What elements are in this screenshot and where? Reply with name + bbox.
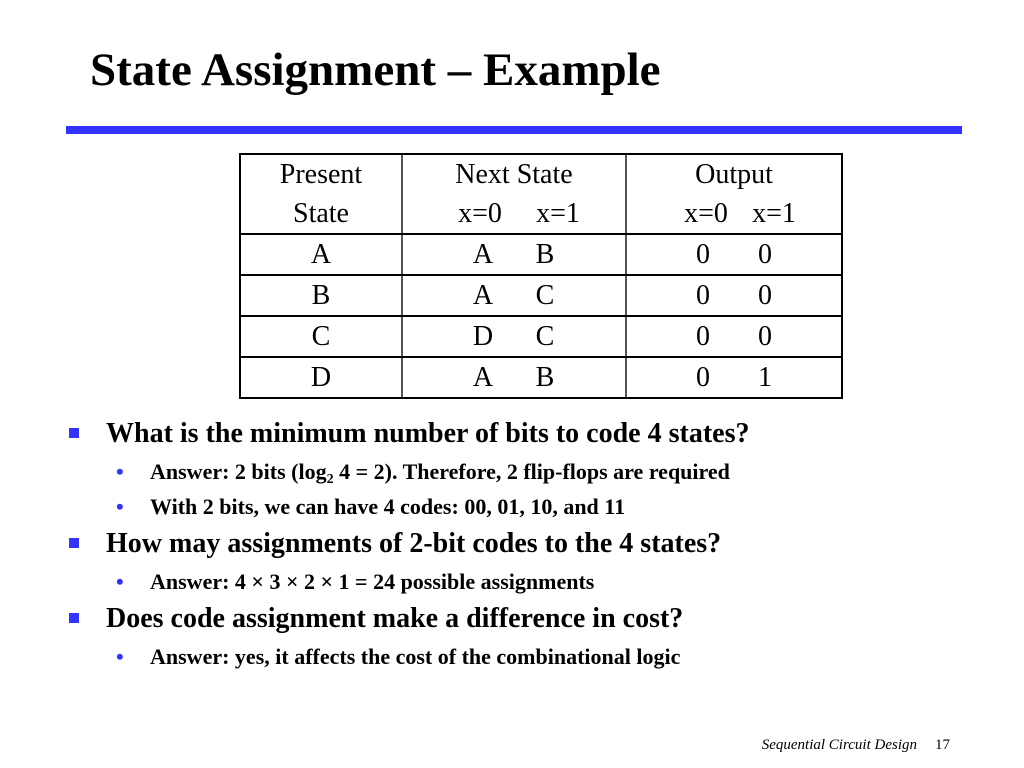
header-next-x0: x=0 bbox=[458, 198, 502, 229]
header-present-label: Present bbox=[279, 159, 363, 190]
sub-bullet-text: Answer: yes, it affects the cost of the combinational logic bbox=[150, 644, 681, 669]
sub-bullet-text: With 2 bits, we can have 4 codes: 00, 01, 10, and 11 bbox=[150, 494, 626, 519]
sub-bullet-item bbox=[66, 639, 986, 674]
table-row bbox=[240, 234, 842, 275]
header-next-state-sub bbox=[403, 194, 625, 233]
sub-bullet-text-pre: Answer: 2 bits (log bbox=[150, 459, 327, 484]
page-number: 17 bbox=[935, 737, 950, 753]
dot-bullet-icon: • bbox=[116, 644, 124, 669]
row-out-x0: 0 bbox=[696, 321, 710, 352]
row-next-x0: A bbox=[472, 280, 494, 311]
footer-title: Sequential Circuit Design bbox=[761, 737, 917, 753]
state-table bbox=[239, 153, 843, 399]
row-next-x1: C bbox=[535, 321, 555, 352]
row-out-x1: 0 bbox=[758, 280, 772, 311]
row-next-x0: A bbox=[472, 362, 494, 393]
row-output bbox=[626, 234, 842, 275]
header-present-state bbox=[240, 154, 402, 234]
bullet-item bbox=[66, 524, 986, 564]
row-state: C bbox=[240, 316, 402, 357]
dot-bullet-icon: • bbox=[116, 459, 124, 484]
header-output-x1: x=1 bbox=[752, 198, 796, 229]
bullet-text: How may assignments of 2-bit codes to the 4 states? bbox=[106, 528, 722, 559]
row-next-state bbox=[402, 357, 626, 398]
header-state-label: State bbox=[293, 198, 349, 229]
row-next-x0: A bbox=[472, 239, 494, 270]
sub-bullet-item bbox=[66, 564, 986, 599]
header-output-label: Output bbox=[695, 159, 773, 190]
row-out-x0: 0 bbox=[696, 362, 710, 393]
row-state: D bbox=[240, 357, 402, 398]
slide-title: State Assignment – Example bbox=[90, 44, 661, 96]
bullet-item bbox=[66, 599, 986, 639]
row-out-x0: 0 bbox=[696, 239, 710, 270]
log-subscript: 2 bbox=[326, 472, 334, 487]
dot-bullet-icon: • bbox=[116, 494, 124, 519]
row-state: B bbox=[240, 275, 402, 316]
square-bullet-icon bbox=[69, 613, 79, 623]
row-output bbox=[626, 316, 842, 357]
sub-bullet-item bbox=[66, 489, 986, 524]
bullet-text: What is the minimum number of bits to code 4 states? bbox=[106, 418, 750, 449]
row-output bbox=[626, 357, 842, 398]
title-divider bbox=[66, 126, 962, 134]
sub-bullet-text-post: 4 = 2). Therefore, 2 flip-flops are required bbox=[333, 459, 730, 484]
square-bullet-icon bbox=[69, 538, 79, 548]
header-output-sub bbox=[627, 194, 841, 233]
dot-bullet-icon: • bbox=[116, 569, 124, 594]
table-header-row bbox=[240, 154, 842, 234]
row-out-x1: 0 bbox=[758, 239, 772, 270]
row-out-x1: 1 bbox=[758, 362, 772, 393]
row-next-x0: D bbox=[472, 321, 494, 352]
row-next-x1: C bbox=[535, 280, 555, 311]
row-output bbox=[626, 275, 842, 316]
table-row bbox=[240, 316, 842, 357]
bullet-item bbox=[66, 414, 986, 454]
bullet-list bbox=[66, 414, 986, 674]
row-next-state bbox=[402, 316, 626, 357]
square-bullet-icon bbox=[69, 428, 79, 438]
header-output bbox=[626, 154, 842, 234]
slide-footer bbox=[762, 737, 950, 754]
row-state: A bbox=[240, 234, 402, 275]
row-next-x1: B bbox=[535, 362, 555, 393]
row-next-state bbox=[402, 275, 626, 316]
row-out-x1: 0 bbox=[758, 321, 772, 352]
sub-bullet-item bbox=[66, 454, 986, 489]
sub-bullet-text: Answer: 4 × 3 × 2 × 1 = 24 possible assignments bbox=[150, 569, 595, 594]
bullet-text: Does code assignment make a difference in cost? bbox=[106, 603, 684, 634]
header-output-x0: x=0 bbox=[684, 198, 728, 229]
table-row bbox=[240, 275, 842, 316]
table-row bbox=[240, 357, 842, 398]
header-next-x1: x=1 bbox=[536, 198, 580, 229]
row-next-state bbox=[402, 234, 626, 275]
header-next-state bbox=[402, 154, 626, 234]
header-next-state-label: Next State bbox=[455, 159, 573, 190]
row-next-x1: B bbox=[535, 239, 555, 270]
row-out-x0: 0 bbox=[696, 280, 710, 311]
